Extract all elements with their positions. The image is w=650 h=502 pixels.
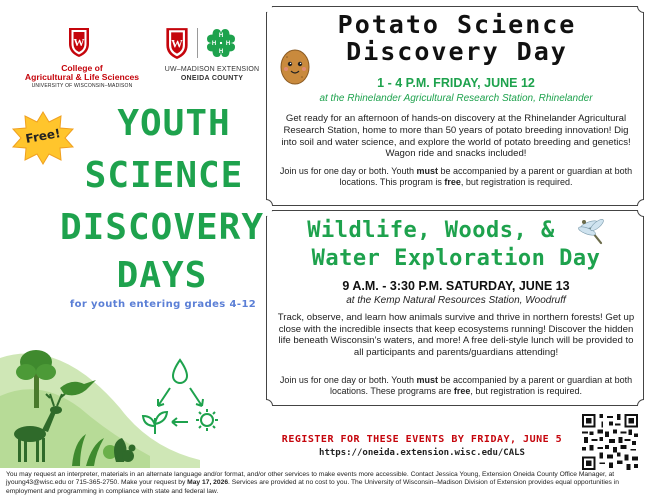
nature-illustration bbox=[0, 338, 260, 468]
title-line-discovery: DISCOVERY bbox=[59, 207, 265, 248]
wildlife-event-title: Wildlife, Woods, & Water Exploration Day bbox=[307, 218, 601, 271]
wildlife-event-location: at the Kemp Natural Resources Station, Woodruff bbox=[346, 295, 566, 306]
extension-line2: ONEIDA COUNTY bbox=[180, 75, 244, 82]
svg-text:H: H bbox=[218, 49, 224, 55]
accessibility-footer: You may request an interpreter, materials in an alternate language and/or format, and/or other services to make events more accessible. Contact Jessica Young, Extension Oneida County Office Manager, at jyoung43@wisc.edu or 715-365-2750. Make your request by May 17, 2026. Services are provided at no cost to you. The University of Wisconsin–Madison Division of Extension provides equal opportunities in employment and programming in compliance with state and federal law. bbox=[6, 471, 619, 495]
sun-icon bbox=[201, 414, 213, 426]
title-line-youth: YOUTH bbox=[117, 103, 231, 144]
potato-event-card bbox=[266, 6, 644, 206]
qr-code-icon[interactable] bbox=[582, 414, 638, 470]
potato-event-note: Join us for one day or both. Youth must be accompanied by a parent or guardian at both locations. This program is free, but registration is required. bbox=[279, 166, 633, 187]
extension-line1: UW–MADISON EXTENSION bbox=[164, 66, 260, 73]
crest-letter: W bbox=[73, 37, 85, 49]
cals-line2: Agricultural & Life Sciences bbox=[24, 72, 140, 82]
potato-event-location: at the Rhinelander Agricultural Research Station, Rhinelander bbox=[319, 93, 593, 104]
potato-event-description: Get ready for an afternoon of hands-on discovery at the Rhinelander Agricultural Research Station, home to more than 50 years of potato breeding innovation! Dig into soil and water science, and explore the world of potato breeding and genetics! Wagon ride and snacks included! bbox=[281, 113, 631, 160]
register-url-link[interactable]: https://oneida.extension.wisc.edu/CALS bbox=[319, 448, 525, 458]
uw-crest-icon bbox=[164, 26, 190, 60]
sprout-icon bbox=[143, 412, 167, 434]
cycle-diagram bbox=[143, 360, 218, 434]
cals-line3: UNIVERSITY OF WISCONSIN–MADISON bbox=[31, 83, 133, 89]
cycle-arrow-icon bbox=[158, 388, 170, 406]
uw-crest-icon bbox=[67, 26, 91, 58]
potato-event-time: 1 - 4 P.M. FRIDAY, JUNE 12 bbox=[377, 76, 535, 90]
cals-logo bbox=[14, 26, 150, 88]
wildlife-event-note: Join us for one day or both. Youth must be accompanied by a parent or guardian at both locations. These programs are free, but registration is required. bbox=[279, 375, 633, 396]
wildlife-event-card bbox=[266, 210, 644, 406]
svg-text:H: H bbox=[218, 33, 224, 39]
svg-text:H: H bbox=[225, 41, 231, 47]
four-h-clover-icon bbox=[204, 26, 238, 60]
grades-subtitle: for youth entering grades 4-12 bbox=[69, 299, 257, 310]
logo-divider bbox=[197, 28, 198, 58]
water-drop-icon bbox=[173, 360, 187, 383]
free-badge-label: Free! bbox=[24, 126, 62, 146]
extension-logo bbox=[156, 26, 268, 90]
cals-line1: College of bbox=[61, 63, 103, 73]
title-line-days: DAYS bbox=[116, 255, 208, 296]
wildlife-event-time: 9 A.M. - 3:30 P.M. SATURDAY, JUNE 13 bbox=[342, 279, 570, 293]
potato-event-title: Potato Science Discovery Day bbox=[337, 10, 577, 66]
svg-text:H: H bbox=[211, 41, 217, 47]
cycle-arrow-icon bbox=[190, 388, 202, 406]
wildlife-event-description: Track, observe, and learn how animals survive and thrive in northern forests! Get up close with the incredible insects that keep ecosystems running! Discover the hidden life beneath Wisconsin’s waters, and more! A free deli-style lunch will be provided to all participants and parents/guardians attending! bbox=[277, 312, 635, 358]
crest-letter: W bbox=[171, 37, 183, 51]
title-line-science: SCIENCE bbox=[84, 155, 244, 196]
dragonfly-icon bbox=[577, 219, 609, 249]
register-deadline: REGISTER FOR THESE EVENTS BY FRIDAY, JUNE 5 bbox=[281, 434, 563, 445]
